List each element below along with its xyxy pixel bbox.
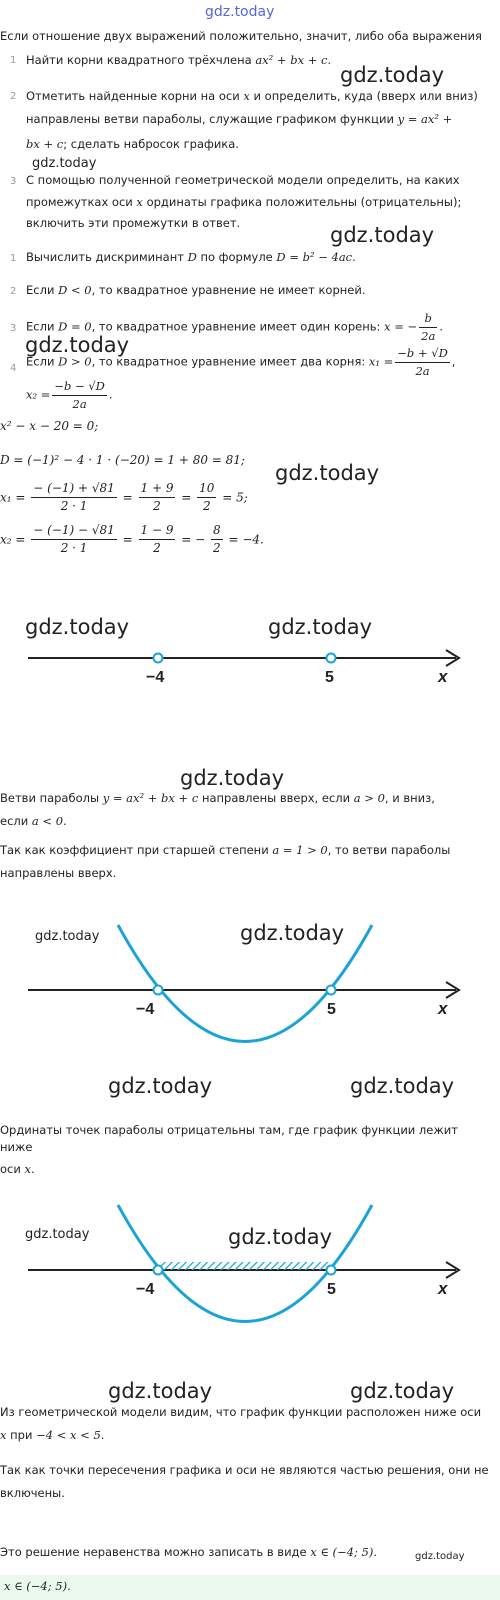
discriminant-line: D = (−1)² − 4 · 1 · (−20) = 1 + 80 = 81; [0, 453, 245, 467]
step-2-math-d: bx + c [26, 137, 64, 151]
disc-1-text-b: по формуле [200, 250, 273, 264]
equation: x² − x − 20 = 0; [0, 419, 99, 433]
step-2 [26, 88, 486, 127]
step-2-text-d: ; сделать набросок графика. [63, 137, 239, 151]
disc-1-math-a: D [187, 250, 197, 264]
x2-denominator-2: 2 [153, 541, 161, 556]
write-math: x ∈ (−4; 5). [310, 1545, 377, 1559]
x2-label: x₂ = [0, 532, 26, 547]
tick-label-right: 5 [325, 669, 334, 686]
disc-4-math-a: D > 0 [58, 354, 92, 369]
disc-4-fraction-1 [395, 345, 450, 379]
root-point-left [154, 986, 163, 995]
disc-4: Если D > 0, то квадратное уравнение имеет два корня: x₁ = $\frac{-b + √D}{2a}$ , [26, 346, 456, 378]
step-3-text-d: включить эти промежутки в ответ. [26, 216, 241, 231]
watermark: gdz.today [25, 333, 130, 357]
step-2-math-a: x [243, 89, 250, 103]
branches-text-a: Ветви параболы [0, 791, 100, 805]
watermark: gdz.today [180, 766, 285, 790]
disc-3-number: 3 [10, 323, 17, 334]
x2-result: = −4. [228, 532, 264, 547]
step-3-text-b: промежутках оси [26, 194, 133, 209]
disc-2-text-b: , то квадратное уравнение не имеет корней. [91, 283, 366, 297]
axis-variable-label: x [438, 999, 448, 1018]
root-x2: x₂ = $\frac{- (-1) - √81}{2 \cdot 1}$ = $\frac{1 - 9}{2}$ = − $\frac{8}{2}$ = −4. [0, 522, 264, 558]
x1-denominator: 2 · 1 [60, 499, 88, 514]
geo-text-b: при [10, 1427, 33, 1442]
x1-numerator-3: 10 [197, 480, 216, 498]
x2-denominator-3: 2 [213, 541, 221, 556]
geo-math-1: x [0, 1427, 7, 1442]
watermark: gdz.today [350, 1074, 455, 1098]
disc-1 [26, 249, 486, 266]
disc-2-text: Если [26, 283, 55, 297]
x2-numerator-3: 8 [211, 522, 223, 540]
disc-1-number: 1 [10, 253, 17, 264]
disc-2 [26, 282, 486, 299]
coefficient-text [0, 842, 490, 881]
watermark: gdz.today [108, 1074, 213, 1098]
branches-text-c: , и вниз, [384, 791, 435, 805]
intro-text: Если отношение двух выражений положительно, значит, либо оба выражения [0, 29, 482, 43]
geometric-text [0, 1404, 490, 1443]
disc-4-fraction-2 [52, 378, 107, 412]
root-point-left [154, 654, 163, 663]
step-2-text-c: направлены ветви параболы, служащие графиком функции [26, 111, 394, 126]
geo-text-a: Из геометрической модели видим, что график функции расположен ниже оси [0, 1405, 482, 1419]
step-2-text-a: Отметить найденные корни на оси [26, 89, 240, 103]
ord-text-b: оси [0, 1162, 21, 1177]
branches-math-2: a > 0 [353, 791, 385, 805]
axis-variable-label: x [438, 667, 448, 686]
watermark: gdz.today [275, 461, 380, 485]
x1-denominator-3: 2 [202, 499, 211, 514]
coef-text-c: направлены вверх. [0, 865, 117, 880]
write-text: Это решение неравенства можно записать в виде [0, 1545, 307, 1559]
x1-denominator-2: 2 [153, 499, 161, 514]
axis-variable-label: x [438, 1279, 448, 1298]
ord-text-a: Ординаты точек параболы отрицательны там, где график функции лежит ниже [0, 1123, 458, 1154]
step-3-text-a: С помощью полученной геометрической модели определить, на каких [26, 173, 460, 187]
disc-2-number: 2 [10, 286, 17, 297]
ord-math: x [24, 1162, 31, 1177]
excl-text-a: Так как точки пересечения графика и оси не являются частью решения, они не [0, 1463, 489, 1477]
branches-text-d: если [0, 813, 29, 828]
coef-text-a: Так как коэффициент при старшей степени [0, 843, 269, 857]
excl-text-b: включены. [0, 1485, 65, 1500]
disc-1-text: Вычислить дискриминант [26, 250, 184, 264]
watermark: gdz.today [330, 223, 435, 247]
disc-3-math-b: x = − [384, 319, 418, 334]
geo-text-c: . [100, 1427, 105, 1442]
step-3-number: 3 [10, 176, 17, 187]
step-1-math: ax² + bx + c. [255, 53, 332, 67]
coef-text-b: , то ветви параболы [327, 843, 451, 857]
watermark: gdz.today [228, 1225, 333, 1249]
step-3-math-b: x [136, 194, 143, 209]
disc-4-math-b: x₁ = [368, 354, 394, 369]
branches-math-3: a < 0 [31, 813, 64, 828]
watermark: gdz.today [350, 1379, 455, 1403]
disc-3-math-a: D = 0 [58, 319, 92, 334]
watermark-top: gdz.today [205, 4, 275, 20]
disc-3-text: Если [26, 319, 55, 334]
watermark: gdz.today [25, 615, 130, 639]
answer-text: x ∈ (−4; 5). [4, 1579, 71, 1593]
watermark: gdz.today [340, 63, 445, 87]
geo-math-2: −4 < x < 5 [36, 1427, 101, 1442]
step-2-text-b: и определить, куда (вверх или вниз) [253, 89, 478, 103]
branches-text [0, 790, 490, 829]
x2-numerator: − (−1) − √81 [31, 522, 117, 540]
step-2-number: 2 [10, 91, 17, 102]
parabola-figure [0, 920, 500, 1060]
branches-math: y = ax² + bx + c [102, 791, 199, 805]
tick-label-right: 5 [327, 1001, 336, 1018]
fraction-denominator: 2a [72, 396, 87, 411]
disc-3-fraction [419, 310, 437, 344]
fraction-numerator: −b + √D [395, 345, 450, 363]
disc-4-line2: x₂ = $\frac{-b - √D}{2a}$ . [26, 379, 113, 411]
step-1-text: Найти корни квадратного трёхчлена [26, 53, 252, 67]
tick-label-left: −4 [136, 1281, 155, 1298]
step-3-text-c: ординаты графика положительны (отрицательны); [146, 194, 462, 209]
disc-1-math-b: D = b² − 4ac. [276, 250, 356, 264]
coef-math: a = 1 > 0 [272, 843, 328, 857]
watermark: gdz.today [25, 1227, 90, 1242]
disc-4-math-c: x₂ = [26, 387, 51, 402]
watermark: gdz.today [268, 615, 373, 639]
answer-box [0, 1575, 500, 1600]
x1-numerator: − (−1) + √81 [31, 480, 117, 498]
watermark: gdz.today [240, 921, 345, 945]
disc-4-number: 4 [10, 363, 17, 374]
disc-3-text-b: , то квадратное уравнение имеет один корень: [91, 319, 381, 334]
fraction-denominator: 2a [421, 328, 436, 343]
x1-numerator-2: 1 + 9 [139, 480, 176, 498]
root-x1: x₁ = $\frac{- (-1) + √81}{2 \cdot 1}$ = $\frac{1 + 9}{2}$ = $\frac{10}{2}$ = 5; [0, 480, 248, 516]
x2-numerator-2: 1 − 9 [139, 522, 176, 540]
disc-2-math-a: D < 0 [58, 283, 92, 297]
disc-4-text-b: , то квадратное уравнение имеет два корня: [91, 354, 366, 369]
fraction-numerator: b [419, 310, 437, 328]
step-1-number: 1 [10, 55, 17, 66]
root-point-right [327, 654, 336, 663]
disc-3: Если D = 0, то квадратное уравнение имеет один корень: x = − $\frac{b}{2a}$ . [26, 311, 443, 343]
disc-4-text: Если [26, 354, 55, 369]
x2-denominator: 2 · 1 [60, 541, 88, 556]
x1-result: = 5; [222, 490, 248, 505]
x1-label: x₁ = [0, 490, 26, 505]
watermark: gdz.today [415, 1551, 465, 1562]
tick-label-right: 5 [327, 1281, 336, 1298]
step-2-line3 [26, 136, 239, 153]
number-line-figure [0, 640, 500, 700]
branches-text-e: . [63, 813, 67, 828]
exclusion-text [0, 1462, 490, 1501]
watermark: gdz.today [32, 156, 97, 171]
branches-text-b: направлены вверх, если [201, 791, 351, 805]
solution-interval-hatch [160, 1262, 329, 1270]
watermark: gdz.today [35, 929, 100, 944]
ord-text-c: . [31, 1162, 35, 1177]
root-point-left [154, 1266, 163, 1275]
ordinates-text [0, 1122, 490, 1178]
root-point-right [327, 986, 336, 995]
fraction-numerator: −b − √D [52, 378, 107, 396]
tick-label-left: −4 [136, 1001, 155, 1018]
watermark: gdz.today [108, 1379, 213, 1403]
root-point-right [327, 1266, 336, 1275]
parabola-curve [118, 925, 372, 1042]
tick-label-left: −4 [146, 669, 165, 686]
step-2-math-c: y = ax² + [397, 111, 453, 126]
solution-figure [0, 1200, 500, 1340]
fraction-denominator: 2a [415, 363, 430, 378]
